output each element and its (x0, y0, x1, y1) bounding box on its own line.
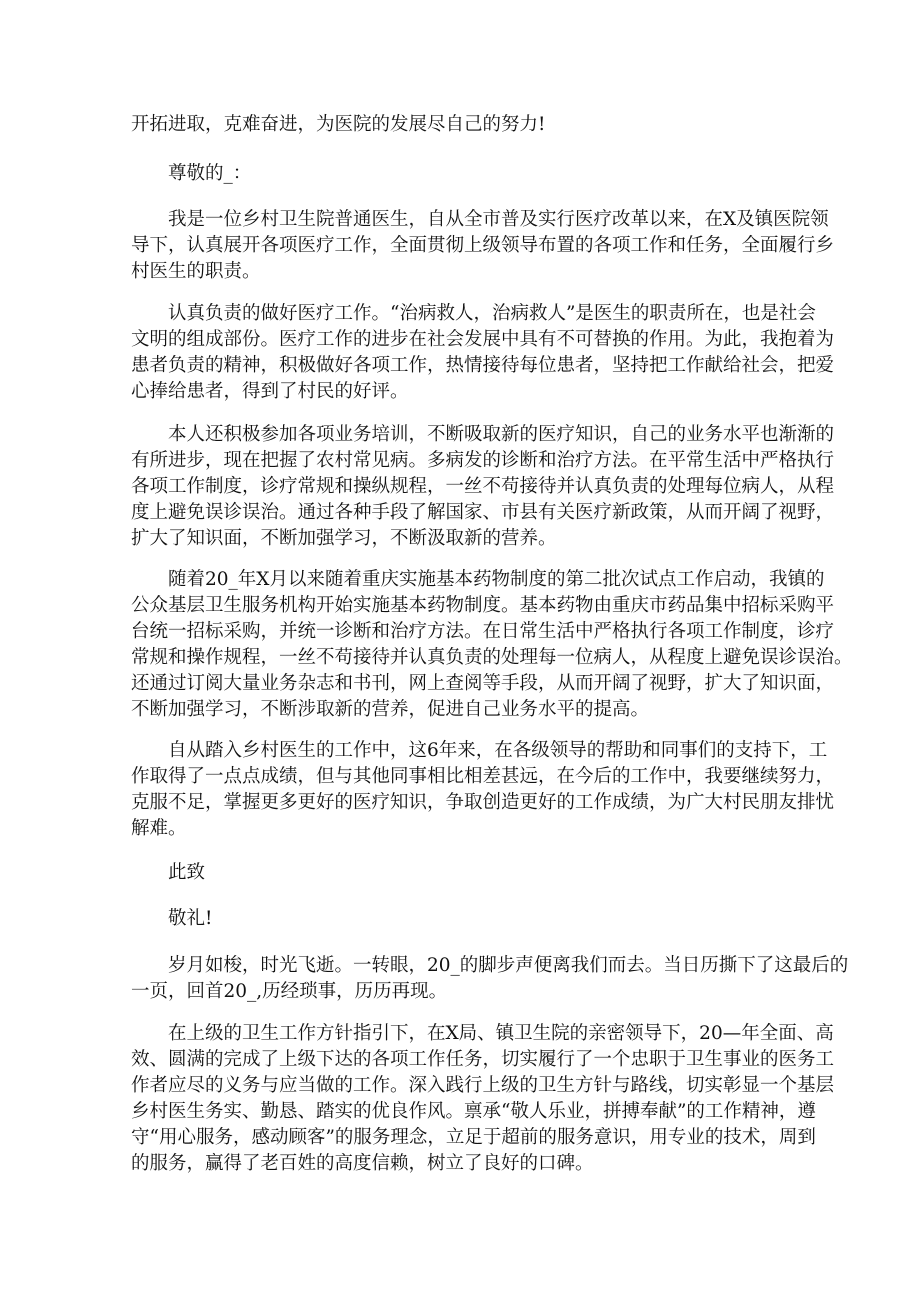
text-line: 各项工作制度，诊疗常规和操纵规程，一丝不苟接待并认真负责的处理每位病人，从程 (131, 476, 835, 497)
text-line: 不断加强学习，不断涉取新的营养，促进自己业务水平的提高。 (131, 699, 650, 720)
text-line: 认真负责的做好医疗工作。“治病救人，治病救人”是医生的职责所在，也是社会 (168, 303, 816, 324)
text-line: 患者负责的精神，积极做好各项工作，热情接待每位患者，坚持把工作献给社会，把爱 (131, 355, 835, 376)
text-line: 乡村医生务实、勤恳、踏实的优良作风。禀承“敬人乐业，拼搏奉献”的工作精神，遵 (131, 1101, 816, 1122)
text-line: 开拓进取，克难奋进，为医院的发展尽自己的努力! (131, 114, 546, 135)
text-line: 心捧给患者，得到了村民的好评。 (131, 381, 409, 402)
closing-line: 敬礼! (168, 908, 213, 929)
text-line: 在上级的卫生工作方针指引下，在X局、镇卫生院的亲密领导下，20—年全面、高 (168, 1023, 834, 1044)
text-line: 文明的组成部份。医疗工作的进步在社会发展中具有不可替换的作用。为此，我抱着为 (131, 329, 835, 350)
text-line: 我是一位乡村卫生院普通医生，自从全市普及实行医疗改革以来，在X及镇医院领 (168, 209, 829, 230)
text-line: 度上避免误诊误治。通过各种手段了解国家、市县有关医疗新政策，从而开阔了视野， (131, 502, 835, 523)
text-line: 克服不足，掌握更多更好的医疗知识，争取创造更好的工作成绩，为广大村民朋友排忧 (131, 792, 835, 813)
text-line: 随着20_年X月以来随着重庆实施基本药物制度的第二批次试点工作启动，我镇的 (168, 569, 825, 590)
text-line: 本人还积极参加各项业务培训，不断吸取新的医疗知识，自己的业务水平也渐渐的 (168, 424, 835, 445)
salutation-line: 尊敬的_： (168, 163, 252, 184)
text-line: 村医生的职责。 (131, 261, 261, 282)
text-line: 扩大了知识面，不断加强学习，不断汲取新的营养。 (131, 528, 557, 549)
text-line: 解难。 (131, 818, 187, 839)
text-line: 常规和操作规程，一丝不苟接待并认真负责的处理每一位病人，从程度上避免误诊误治。 (131, 647, 853, 668)
text-line: 作取得了一点点成绩，但与其他同事相比相差甚远，在今后的工作中，我要继续努力， (131, 766, 835, 787)
text-line: 台统一招标采购，并统一诊断和治疗方法。在日常生活中严格执行各项工作制度，诊疗 (131, 621, 835, 642)
closing-line: 此致 (168, 862, 206, 883)
text-line: 的服务，赢得了老百姓的高度信赖，树立了良好的口碑。 (131, 1153, 594, 1174)
text-line: 岁月如梭，时光飞逝。一转眼，20_的脚步声便离我们而去。当日历撕下了这最后的 (168, 955, 849, 976)
text-line: 效、圆满的完成了上级下达的各项工作任务，切实履行了一个忠职于卫生事业的医务工 (131, 1049, 835, 1070)
text-line: 作者应尽的义务与应当做的工作。深入践行上级的卫生方针与路线，切实彰显一个基层 (131, 1075, 835, 1096)
text-line: 导下，认真展开各项医疗工作，全面贯彻上级领导布置的各项工作和任务，全面履行乡 (131, 235, 835, 256)
text-line: 还通过订阅大量业务杂志和书刊，网上查阅等手段，从而开阔了视野，扩大了知识面， (131, 673, 835, 694)
text-line: 一页，回首20_,历经琐事，历历再现。 (131, 981, 448, 1002)
text-line: 自从踏入乡村医生的工作中，这6年来，在各级领导的帮助和同事们的支持下，工 (168, 740, 828, 761)
text-line: 守“用心服务，感动顾客”的服务理念，立足于超前的服务意识，用专业的技术，周到 (131, 1127, 816, 1148)
text-line: 有所进步，现在把握了农村常见病。多病发的诊断和治疗方法。在平常生活中严格执行 (131, 450, 835, 471)
text-line: 公众基层卫生服务机构开始实施基本药物制度。基本药物由重庆市药品集中招标采购平 (131, 595, 835, 616)
